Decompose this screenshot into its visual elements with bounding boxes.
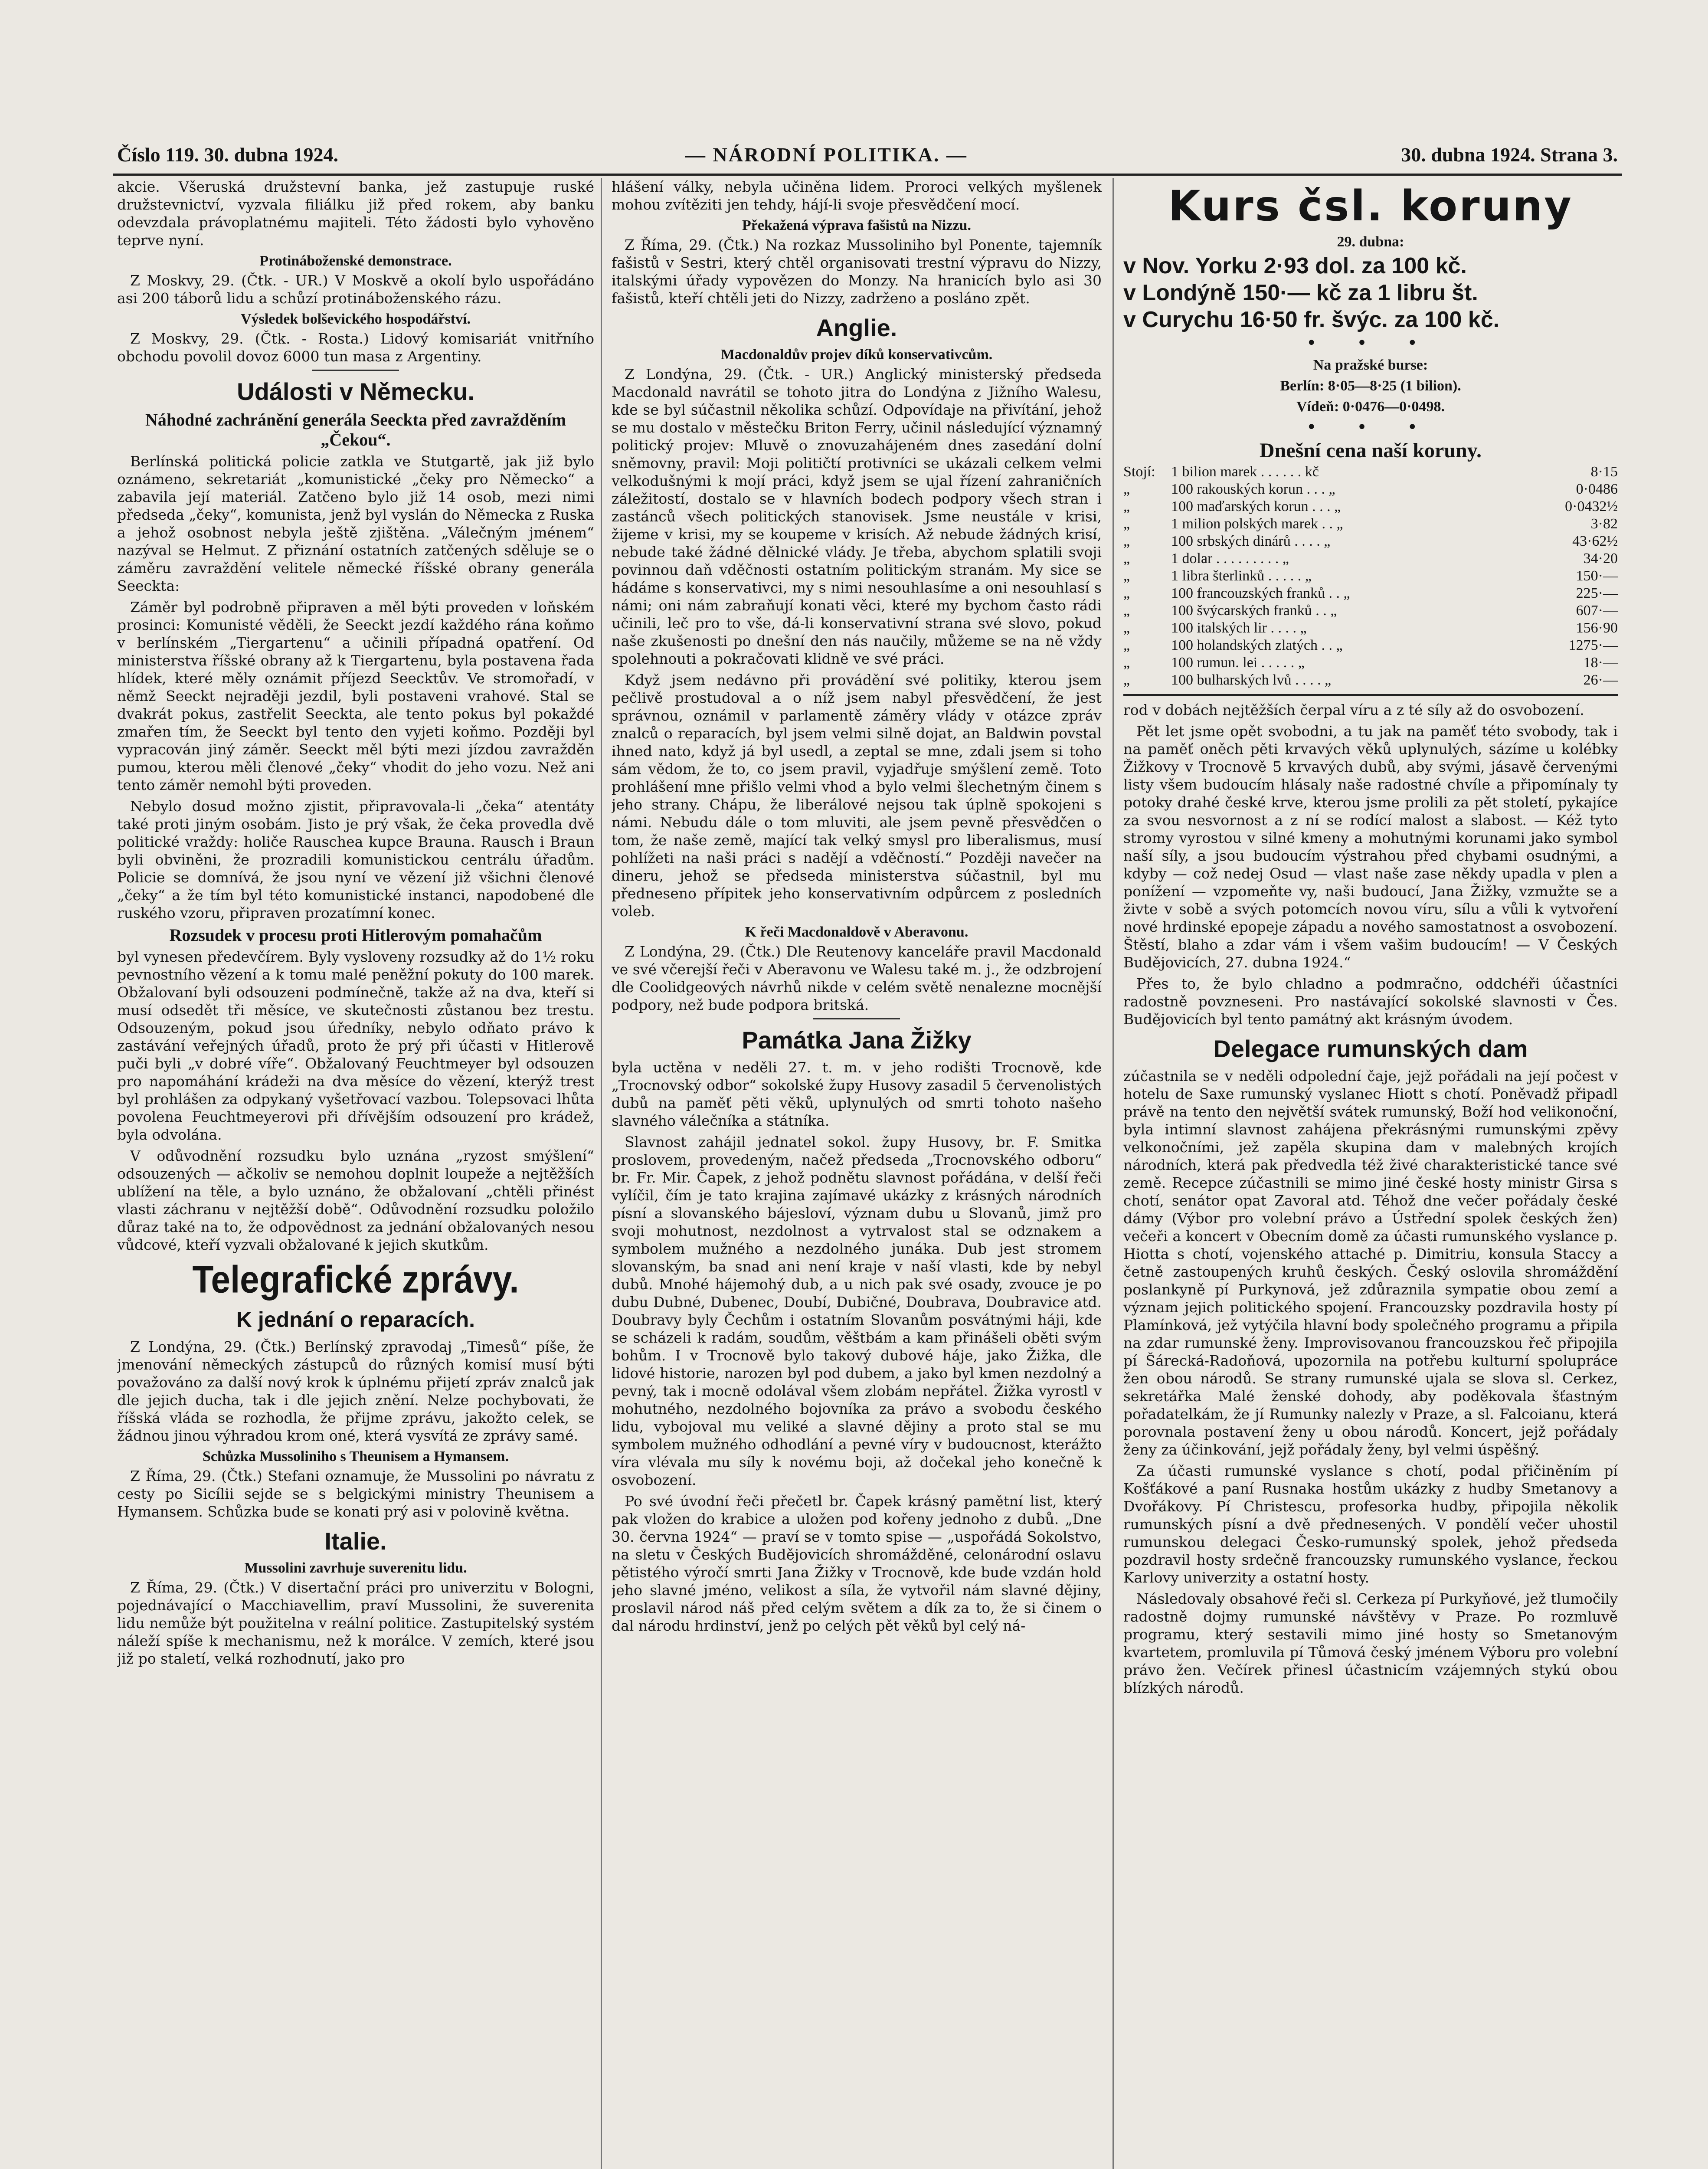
article-text: Z Říma, 29. (Čtk.) V disertační práci pro univerzitu v Bologni, pojednávající o Macchiavellim, praví Mussolini, že suverenita lidu nemůže být použitelna v reální politice. Zastupitelský systém náleží spíše k mechanismu, než k morálce. V zemích, které jsou již po staletí, velká rozhodnutí, jako pro xyxy=(117,1579,594,1667)
price-row xyxy=(1123,654,1618,672)
price-value: 8·15 xyxy=(1590,464,1618,480)
section-title: Události v Německu. xyxy=(237,378,474,405)
divider xyxy=(813,1018,900,1019)
top-rule xyxy=(113,174,1622,176)
price-item: 100 maďarských korun . . . „ xyxy=(1171,498,1341,514)
column-2 xyxy=(612,178,1102,2169)
article-text: Po své úvodní řeči přečetl br. Čapek krásný pamětní list, který pak vložen do krabice a uložen pod kořeny jednoho z dubů. „Dne 30. června 1924“ — praví se v tomto spise — „uspořádá Sokolstvo, na sletu v Českých Budějovicích shromážděné, celonárodní oslavu pětistého výročí smrti Jana Žižky v Trocnově, kde bude vzdán hold jeho slavné jméno, velikost a síla, že vytvořil nám slavné dějiny, proslavil národ náš před celým světem a dík za to, že si činem o dal národu hrdinství, jenž po celých pět věků byl celý ná- xyxy=(612,1493,1102,1634)
price-item: 100 italských lir . . . . „ xyxy=(1171,620,1307,636)
rate-zurich: v Curychu 16·50 fr. švýc. za 100 kč. xyxy=(1123,307,1500,332)
price-row xyxy=(1123,550,1618,567)
price-item: 100 rumun. lei . . . . . „ xyxy=(1171,655,1305,671)
price-row xyxy=(1123,481,1618,498)
article-heading: Protináboženské demonstrace. xyxy=(259,253,452,269)
price-value: 34·20 xyxy=(1583,550,1618,567)
price-item: 100 holandských zlatých . . „ xyxy=(1171,637,1343,653)
article-text: akcie. Všeruská družstevní banka, jež zastupuje ruské družstevnictví, vyzvala filiálku již před rokem, aby banku odevzdala právoplatnému majiteli. Této žádosti bylo vyhověno teprve nyní. xyxy=(117,178,594,249)
price-row-label: „ xyxy=(1123,655,1130,671)
price-row-label: „ xyxy=(1123,516,1130,532)
section-title: Italie. xyxy=(324,1527,387,1555)
article-text: Z Londýna, 29. (Čtk.) Dle Reutenovy kanceláře pravil Macdonald ve své včerejší řeči v Aberavonu ve Walesu také m. j., že odzbrojení dle Coolidgeových návrhů nikde v celém světě nenalezne mocnější podpory, než bude podpora britská. xyxy=(612,943,1102,1013)
price-row-label: „ xyxy=(1123,620,1130,636)
price-row-label: „ xyxy=(1123,637,1130,653)
price-item: 1 bilion marek . . . . . . kč xyxy=(1171,464,1319,480)
price-row xyxy=(1123,567,1618,585)
price-row-label: „ xyxy=(1123,603,1130,619)
article-heading: Mussolini zavrhuje suverenitu lidu. xyxy=(244,1560,467,1576)
article-text: zúčastnila se v neděli odpolední čaje, jejž pořádali na její počest v hotelu de Saxe rumunský vyslanec Hiott s chotí. Poněvadž připadl právě na tento den největší svátek rumunský, Boží hod velikonoční, byla intimní slavnost zahájena překrásnými rumunskými zpěvy velkonočními, jež zapěla skupina dam v malebných krojích národních, která pak předvedla též živé charakteristické tance své země. Recepce zúčastnili se mimo jiné české hosty ministr Girsa s chotí, senátor opat Zavoral atd. Téhož dne večer pořádaly české dámy (Výbor pro volební právo a Ústřední spolek českých žen) večeři a koncert v Obecním domě za účasti rumunského vyslance p. Hiotta s chotí, vojenského attaché p. Dimitriu, konsula Staccy a četně zastoupených kruhů českých. Český oslovila shromáždění poslankyně pí Purkynová, jež zdůraznila sympatie obou zemí a význam jejich politického spojení. Francouzsky pozdravila hosty pí Plamínková, jež vytýčila hlavní body společného programu a připila na zdar rumunské ženy. Improvisovanou francouzskou řeč připojila pí Šárecká-Radoňová, upozornila na potřebu kulturní spolupráce žen obou národů. Se strany rumunské ujala se slova sl. Cerkez, sekretářka Malé ženské dohody, aby poděkovala šťastným pořadatelkám, že jí Rumunky nalezly v Praze, a sl. Falcoianu, která porovnala postavení ženy u obou národů. Koncert, jejž pořádaly ženy za účinkování, jejž pořádaly ženy, byl velmi úspěšný. xyxy=(1123,1068,1618,1458)
currency-date: 29. dubna: xyxy=(1337,234,1404,250)
article-heading: Překažená výprava fašistů na Nizzu. xyxy=(742,217,971,233)
price-row-label: „ xyxy=(1123,585,1130,601)
price-item: 100 rakouských korun . . . „ xyxy=(1171,481,1335,497)
price-row xyxy=(1123,498,1618,515)
section-title: Památka Jana Žižky xyxy=(742,1026,972,1054)
ornament-dots: • • • xyxy=(1306,417,1435,437)
price-item: 1 libra šterlinků . . . . . „ xyxy=(1171,568,1312,584)
price-value: 3·82 xyxy=(1590,516,1618,532)
article-text: Následovaly obsahové řeči sl. Cerkeza pí Purkyňové, jež tlumočily radostně dojmy rumunské návštěvy v Praze. Po rozmluvě programu, který sestavili mimo jiné hosty so Smetanovým kvartetem, promluvila pí Tůmová český jménem Výboru pro volební právo žen. Večírek přinesl účastnicím vzájemných stykú obou blízkých národů. xyxy=(1123,1590,1618,1696)
price-value: 225·— xyxy=(1576,585,1618,601)
article-text: byla uctěna v neděli 27. t. m. v jeho rodišti Trocnově, kde „Trocnovský odbor“ sokolské župy Husovy zasadil 5 červenolistých dubů na paměť pěti věků, uplynulých od smrti tohoto našeho slavného válečníka a státníka. xyxy=(612,1059,1102,1129)
article-text: Z Londýna, 29. (Čtk.) Berlínský zpravodaj „Timesů“ píše, že jmenování německých zástupců do různých komisí musí býti považováno za další nový krok k úplnému přijetí zpráv znalců jak dle jejich ducha, tak i dle jejich znění. Nelze pochybovati, že říšská vláda se rozhodla, že přijme zprávu, jakožto celek, se žádnou jinou výhradou krom oné, která vysvítá ze zprávy samé. xyxy=(117,1338,594,1444)
article-heading: Macdonaldův projev díků konservativcům. xyxy=(720,347,993,363)
price-table xyxy=(1123,463,1618,689)
section-subtitle: K jednání o reparacích. xyxy=(236,1307,475,1332)
article-text: Z Moskvy, 29. (Čtk. - UR.) V Moskvě a okolí bylo uspořádáno asi 200 táborů lidu a schůzí protináboženského rázu. xyxy=(117,272,594,307)
divider xyxy=(1123,694,1618,696)
column-divider xyxy=(1112,178,1114,2169)
price-item: 100 švýcarských franků . . „ xyxy=(1171,603,1337,619)
rate-london: v Londýně 150·— kč za 1 libru št. xyxy=(1123,280,1478,305)
burse-berlin: Berlín: 8·05—8·25 (1 bilion). xyxy=(1280,378,1461,394)
article-text: Z Londýna, 29. (Čtk. - UR.) Anglický ministerský předseda Macdonald navrátil se tohoto jitra do Londýna z Jižního Walesu, kde se byl súčastnil několika schůzí. Odpovídaje na přivítání, jehož se mu dostalo v městečku Briton Ferry, učinil následující významný politický projev: Mluvě o znovuzahájeném dnes zasedání dolní sněmovny, pravil: Moji političtí protivníci se ukázali celkem velmi velkodušnými k mojí práci, když jsem se ujal řízení zahraničních záležitostí, dostalo se v hlavních bodech podpory všech stran i zastánců všech politických stanovisek. Jsme neustále v krisi, žijeme v krisi, my se koupeme v krisích. Až nebude žádných krisí, nebude také žádné dělnické vlády. Je třeba, abychom splatili svoji povinnou daň vděčnosti ostatním politickým stranám. My sice se hádáme s konservativci, my s nimi nesouhlasíme a oni nesouhlasí s námi; oni nám zabraňují konati věci, které my bychom často rádi učinili, leč pro to vše, dá-li konservativní strana své slovo, pokud naše zkušenosti po dnešní den nás naučily, můžeme se na ně vždy spolehnouti a pokračovati klidně ve své práci. xyxy=(612,366,1102,667)
article-text: hlášení války, nebyla učiněna lidem. Proroci velkých myšlenek mohou zvítěziti jen tehdy, hájí-li svoje přesvědčení mocí. xyxy=(612,178,1102,213)
price-value: 18·— xyxy=(1583,655,1618,671)
article-text: V odůvodnění rozsudku bylo uznána „ryzost smýšlení“ odsouzených — ačkoliv se nemohou doplnit loupeže a nejtěžších ublížení na těle, a bylo uznáno, že obžalovaní „chtěli přinést vlasti záchranu v nejtěžší době“. Odůvodnění rozsudku položilo důraz také na to, že odpovědnost za jednání obžalovaných nesou vůdcové, kteří vyzvali obžalované k jejich skutkům. xyxy=(117,1147,594,1253)
price-row xyxy=(1123,585,1618,602)
section-title: Telegrafické zprávy. xyxy=(192,1258,519,1301)
price-row xyxy=(1123,533,1618,550)
ornament-dots: • • • xyxy=(1306,333,1435,353)
column-1 xyxy=(117,178,594,2169)
issue-number: Číslo 119. 30. dubna 1924. xyxy=(117,144,338,166)
section-title: Anglie. xyxy=(816,314,897,341)
price-value: 26·— xyxy=(1583,672,1618,688)
price-value: 156·90 xyxy=(1576,620,1618,636)
article-text: Z Říma, 29. (Čtk.) Na rozkaz Mussoliniho byl Ponente, tajemník fašistů v Sestri, který chtěl organisovati trestní výpravu do Nizzy, italskými úřady vypovězen do Monzy. Na hranicích bylo asi 30 fašistů, kteří chtěli jeti do Nizzy, zadrženo a posláno zpět. xyxy=(612,236,1102,307)
price-table-title: Dnešní cena naší koruny. xyxy=(1259,439,1482,462)
price-row xyxy=(1123,463,1618,481)
price-item: 100 francouzských franků . . „ xyxy=(1171,585,1350,601)
article-text: Nebylo dosud možno zjistit, připravovala-li „čeka“ atentáty také proti jiným osobám. Jisto je prý však, že čeka provedla dvě politické vraždy: holiče Rauscheа kupce Brauna. Rausch i Braun byli obviněni, že prozradili komunistickou centrálu úřadům. Policie se domnívá, že jsou nyní ve vězení již všichni členové „čeky“ a že tím byl této komunistické instanci, napodobené dle ruského vzoru, připraven prozatímní konec. xyxy=(117,798,594,921)
article-text: Záměr byl podrobně připraven a měl býti proveden v loňském prosinci: Komunisté věděli, že Seeckt jezdí každého rána koňmo v berlínském „Tiergartenu“ a učinili případná opatření. Od ministerstva říšské obrany až k Tiergartenu, byla postavena řada hlídek, které měly oznámit příjezd Seecktův. Ve stromořadí, v němž Seeckt nejraději jezdil, byli postaveni vrahové. Stal se dvakrát pokus, zastřelit Seeckta, ale tento pokus byl pokaždé zmařen tím, že Seeckt byl tento den vyjeti koňmo. Později byl vypracován jiný záměr. Seeckt měl býti mezi jízdou zavražděn pumou, kterou měli členové „čeky“ vhodit do jeho vozu. Než ani tento záměr nemohl býti proveden. xyxy=(117,599,594,793)
price-item: 1 dolar . . . . . . . . . „ xyxy=(1171,550,1289,567)
article-heading: Rozsudek v procesu proti Hitlerovým pomahačům xyxy=(169,925,542,945)
column-divider xyxy=(601,178,602,2169)
price-item: 100 bulharských lvů . . . . „ xyxy=(1171,672,1332,688)
article-heading: Schůzka Mussoliniho s Theunisem a Hymansem. xyxy=(203,1448,509,1465)
article-text: rod v dobách nejtěžších čerpal víru a z té síly až do osvobození. xyxy=(1123,701,1584,718)
price-row-label: Stojí: xyxy=(1123,464,1155,480)
article-text: Pět let jsme opět svobodni, a tu jak na paměť této svobody, tak i na paměť oněch pěti krvavých věků uplynulých, sázíme u kolébky Žižkovy v Trocnově 5 krvavých dubů, aby svými, jásavě červenými listy všem budoucím hlásaly naše radostné chvíle a připomínaly ty potoky drahé české krve, kterou jsme prolili za pět století, pykajíce za svou nesvornost a z ní se rodící malost a slabost. — Kéž tyto stromy vyrostou v silné kmeny a mohutnými korunami jako symbol naší síly, a jsou budoucím výstrahou před chybami osudnými, a kdyby — což nedej Osud — vlast naše zase někdy upadla v plen a ponížení — vzpomeňte vy, naši budoucí, Jana Žižky, vzmužte se a živte v sobě a svých potomcích novou víru, sílu a vůli k vytvoření nové hrdinské epopeje západu a nového samostatnost a osvobození. Štěstí, blaho a zdar vám i všem vašim budoucím! — V Českých Budějovicích, 27. dubna 1924.“ xyxy=(1123,723,1618,971)
section-title: Delegace rumunských dam xyxy=(1213,1035,1528,1062)
price-row-label: „ xyxy=(1123,481,1130,497)
article-text: Za účasti rumunské vyslance s chotí, podal přičiněním pí Košťákové a paní Rusnaka hostům ukázky z hudby Smetanovy a Dvořákovy. Pí Christescu, profesorka hudby, připojila několik rumunských písní a dvě přednesených. V pondělí večer uhostil rumunskou delegaci Česko-rumunský spolek, jehož předseda pozdravil hosty srdečně francouzsky rumunského vyslance, řeckou Karlovy univerzity a ostatní hosty. xyxy=(1123,1462,1618,1586)
price-row-label: „ xyxy=(1123,672,1130,688)
burse-title: Na pražské burse: xyxy=(1313,357,1428,373)
newspaper-title: — NÁRODNÍ POLITIKA. — xyxy=(685,144,968,166)
article-heading: K řeči Macdonaldově v Aberavonu. xyxy=(745,924,969,940)
currency-box-title: Kurs čsl. koruny xyxy=(1168,182,1573,230)
price-value: 0·0432½ xyxy=(1565,498,1618,514)
article-text: Když jsem nedávno při provádění své politiky, kterou jsem pečlivě prostudoval a o níž jsem nabyl přesvědčení, že jest správnou, oznámil v parlamentě záměry vlády v otázce zpráv znalců o reparacích, byl jsem velmi silně dojat, an Baldwin povstal ihned nato, když já byl usedl, a zeptal se mne, zdali jsem si toho sám vědom, že to, co jsem pravil, vyjadřuje smýšlení země. Toto prohlášení mne přišlo velmi vhod a bylo velmi šlechetným činem s jeho strany. Chápu, že liberálové nejsou tak úplně spokojeni s námi. Nebudu dále o tom mluviti, ale jsem pevně přesvědčen o tom, že naše země, mající tak velký smysl pro liberalismus, musí pohlížeti na naši práci s nadějí a vděčností.“ Později navečer na dineru, jehož se předseda ministerstva súčastnil, byl mu předneseno přípitek jeho konservativním odpůrcem z posledních voleb. xyxy=(612,672,1102,920)
rate-new-york: v Nov. Yorku 2·93 dol. za 100 kč. xyxy=(1123,253,1467,278)
article-heading: Náhodné zachránění generála Seeckta před zavražděním „Čekou“. xyxy=(145,410,566,449)
article-text: Berlínská politická policie zatkla ve Stutgartě, jak již bylo oznámeno, sekretariát „komunistické „čeky pro Německo“ a zabavila její materiál. Zatčeno bylo již 14 osob, mezi nimi předseda „čeky“, komunista, jenž byl vyslán do Německa z Ruska a jehož osobnost nebyla ještě zjištěna. „Válečným jménem“ nazýval se Helmut. Z přiznání ostatních zatčených sděluje se o záměru zavraždění velitele německé říšské obrany generála Seeckta: xyxy=(117,453,594,594)
price-value: 1275·— xyxy=(1568,637,1618,653)
price-item: 100 srbských dinárů . . . . „ xyxy=(1171,533,1331,549)
article-heading: Výsledek bolševického hospodářství. xyxy=(241,311,471,327)
price-value: 150·— xyxy=(1576,568,1618,584)
price-row-label: „ xyxy=(1123,568,1130,584)
page-date: 30. dubna 1924. Strana 3. xyxy=(1401,144,1618,166)
price-value: 607·— xyxy=(1576,603,1618,619)
price-value: 0·0486 xyxy=(1576,481,1618,497)
masthead xyxy=(117,143,1618,174)
price-value: 43·62½ xyxy=(1572,533,1618,549)
price-row xyxy=(1123,515,1618,533)
column-3 xyxy=(1123,178,1618,2169)
price-row-label: „ xyxy=(1123,550,1130,567)
article-text: Slavnost zahájil jednatel sokol. župy Husovy, br. F. Smitka proslovem, provedeným, načež předseda „Trocnovského odboru“ br. Fr. Mir. Čapek, z jehož podnětu slavnost pořádána, v delší řeči vylíčil, čím je tato krajina zajímavé ukázky z krásných národních písní a slovanského bájesloví, význam dubu u Slovanů, jimž pro svoji mohutnost, nezdolnost a vytrvalost stal se odznakem a symbolem mužného a nezdolného junáka. Dub jest stromem slovanským, ba snad ani není kraje v naší vlasti, kde by nebyl dubů. Mnohé hájemohý dub, a u nich pak své osady, zvouce je po dubu Dubné, Dubenec, Doubí, Dubičné, Doubrava, Doubravice atd. Doubravy byly Čechům i ostatním Slovanům posvátnými háji, kde se scházeli k radám, soudům, věštbám a kam přinášeli oběti svým bohům. I v Trocnově bylo takový dubové háje, jako Žižka, dle lidové historie, narozen byl pod dubem, a jako byl kmen nezdolný a pevný, tak i mocně odolával všem zlobám nepřátel. Žižka vyrostl v mohutného, nezdolného bojovníka za právo a svobodu českého lidu, vybojoval mu veliké a slavné dějiny a proto stal se mu symbolem mužného odhodlání a pevné víry v budoucnost, kterážto víra vlévala mu síly k novému boji, až dočekal jeho konečně k osvobození. xyxy=(612,1134,1102,1488)
price-row-label: „ xyxy=(1123,498,1130,514)
burse-vienna: Vídeň: 0·0476—0·0498. xyxy=(1296,399,1445,415)
article-text: Přes to, že bylo chladno a podmračno, oddchéři účastníci radostně povzneseni. Pro nastávající sokolské slavnosti v Čes. Budějovicích byl tento památný akt krásným úvodem. xyxy=(1123,975,1618,1028)
price-row xyxy=(1123,602,1618,619)
price-row-label: „ xyxy=(1123,533,1130,549)
article-text: byl vynesen předevčírem. Byly vysloveny rozsudky až do 1½ roku pevnostního vězení a k tomu malé peněžní pokuty do 100 marek. Obžalovaní byli odsouzeni podmínečně, takže až na dva, kteří si musí odsedět tři měsíce, ve skutečnosti zůstanou bez trestu. Odsouzeným, pokud jsou úředníky, nebylo odňato právo k zastávání veřejných úřadů, proto že prý při účasti v Hitlerově puči byli „v dobré víře“. Obžalovaný Feuchtmeyer byl odsouzen pro napomáhání krádeži na dva měsíce do vězení, kterýž trest byl prohlášen za odpykaný vyšetřovací vazbou. Tolepsovaci lhůta povolena Feuchtmeyerovi při dřívějším odsouzení pro krádež, byla odvolána. xyxy=(117,948,594,1143)
price-row xyxy=(1123,619,1618,637)
price-row xyxy=(1123,672,1618,689)
price-item: 1 milion polských marek . . „ xyxy=(1171,516,1343,532)
divider xyxy=(312,370,399,371)
article-text: Z Moskvy, 29. (Čtk. - Rosta.) Lidový komisariát vnitřního obchodu povolil dovoz 6000 tun masa z Argentiny. xyxy=(117,330,594,365)
article-text: Z Říma, 29. (Čtk.) Stefani oznamuje, že Mussolini po návratu z cesty po Sicílii sejde se s belgickými ministry Theunisem a Hymansem. Schůzka bude se konati prý asi v polovině května. xyxy=(117,1468,594,1520)
price-row xyxy=(1123,637,1618,654)
